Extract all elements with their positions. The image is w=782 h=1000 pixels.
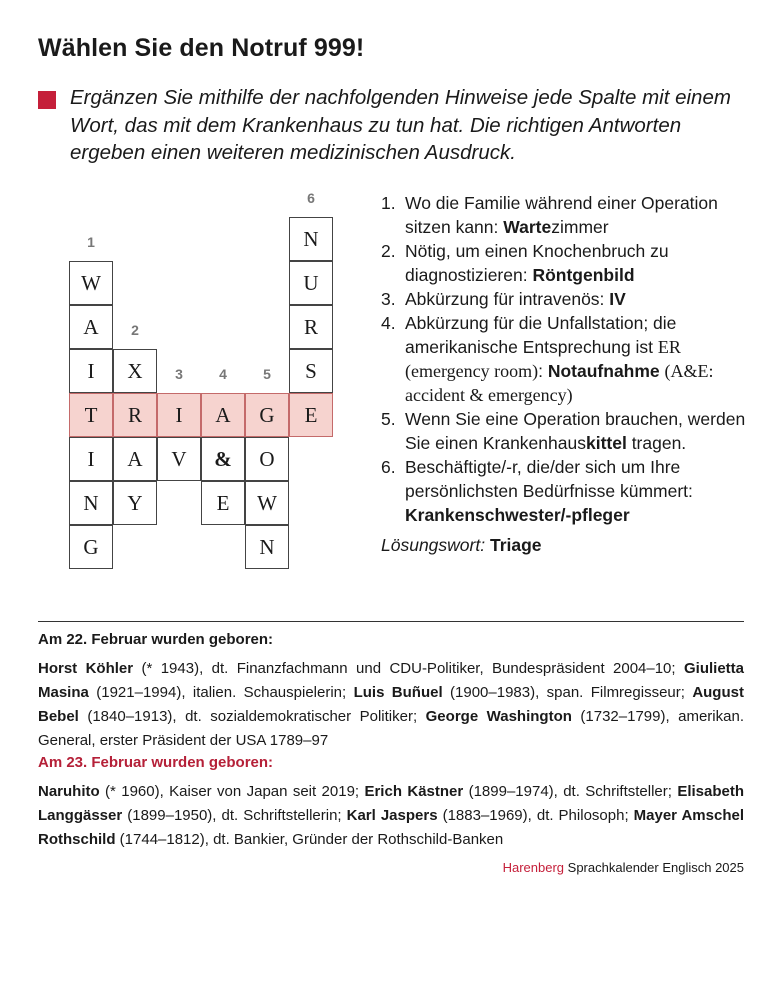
grid-cell: V <box>157 437 201 481</box>
clue-number: 4. <box>381 313 396 333</box>
clue-item <box>381 287 751 311</box>
solution-line <box>381 533 751 557</box>
grid-cell: & <box>201 437 245 481</box>
grid-cell: E <box>201 481 245 525</box>
bold-text: Giulietta Masina <box>38 660 744 701</box>
bold-text: Mayer Amschel Rothschild <box>38 807 745 848</box>
footer-text: Sprachkalender Englisch 2025 <box>567 860 744 875</box>
bold-text: Röntgenbild <box>532 265 635 285</box>
text-run: tragen. <box>626 433 687 453</box>
grid-cell: A <box>201 393 245 437</box>
grid-cell: I <box>157 393 201 437</box>
grid-cell: E <box>289 393 333 437</box>
bold-text: kittel <box>585 433 627 453</box>
clue-item <box>381 407 751 455</box>
clue-number: 1. <box>381 193 396 213</box>
text-run: (1744–1812), dt. Bankier, Gründer der Rothschild-Banken <box>115 831 504 848</box>
grid-cell: X <box>113 349 157 393</box>
text-run: ER (emergency room) <box>405 337 681 381</box>
grid-cell: N <box>289 217 333 261</box>
clue-number: 5. <box>381 409 396 429</box>
text-run: Beschäftigte/-r, die/der sich um Ihre persönlichsten Bedürfnisse kümmert: <box>405 457 693 501</box>
column-number-4: 4 <box>219 366 227 382</box>
grid-cell: O <box>245 437 289 481</box>
clue-item <box>381 311 751 407</box>
text-run: zimmer <box>551 217 609 237</box>
clue-item <box>381 239 751 287</box>
grid-cell: R <box>289 305 333 349</box>
text-run: (1883–1969), dt. Philosoph; <box>437 807 634 824</box>
text-run: (A&E: accident & emergency) <box>405 361 714 405</box>
grid-cell: W <box>245 481 289 525</box>
clue-number: 3. <box>381 289 396 309</box>
clue-text <box>405 239 751 287</box>
column-number-2: 2 <box>131 322 139 338</box>
text-run: (1732–1799), amerikan. General, erster Präsident der USA 1789–97 <box>38 708 744 749</box>
divider <box>38 621 744 622</box>
clue-text <box>405 287 751 311</box>
solution-word: Triage <box>489 535 542 555</box>
text-run: (* 1943), dt. Finanzfachmann und CDU-Politiker, Bundespräsident 2004–10; <box>133 660 684 677</box>
bold-text: Warte <box>503 217 552 237</box>
bold-text: Notaufnahme <box>547 361 660 381</box>
grid-cell: U <box>289 261 333 305</box>
clue-item <box>381 455 751 527</box>
grid-cell: G <box>69 525 113 569</box>
bold-text: Elisabeth Langgässer <box>38 783 744 824</box>
text-run: Abkürzung für intravenös: <box>405 289 610 309</box>
text-run: (1921–1994), italien. Schauspielerin; <box>88 684 354 701</box>
bold-text: Erich Kästner <box>364 783 464 800</box>
grid-cell: A <box>69 305 113 349</box>
column-number-6: 6 <box>307 190 315 206</box>
bold-text: George Washington <box>425 708 572 725</box>
text-run: (1840–1913), dt. sozialdemokratischer Politiker; <box>78 708 426 725</box>
bold-text: IV <box>609 289 626 309</box>
bold-text: Luis Buñuel <box>353 684 443 701</box>
births-heading-22: Am 22. Februar wurden geboren: <box>38 631 274 648</box>
grid-cell: Y <box>113 481 157 525</box>
clue-number: 6. <box>381 457 396 477</box>
grid-cell: A <box>113 437 157 481</box>
clue-number: 2. <box>381 241 396 261</box>
bold-text: Naruhito <box>38 783 100 800</box>
text-run: (1900–1983), span. Filmregisseur; <box>442 684 693 701</box>
births-feb-23 <box>38 751 744 852</box>
text-run: (* 1960), Kaiser von Japan seit 2019; <box>99 783 365 800</box>
clue-text <box>405 455 751 527</box>
text-run: (1899–1950), dt. Schriftstellerin; <box>122 807 347 824</box>
text-run: Nötig, um einen Knochenbruch zu diagnostizieren: <box>405 241 669 285</box>
text-run: Wo die Familie während einer Operation sitzen kann: <box>405 193 718 237</box>
column-number-3: 3 <box>175 366 183 382</box>
births-text-23 <box>38 780 744 852</box>
text-run: (1899–1974), dt. Schriftsteller; <box>463 783 678 800</box>
grid-cell: T <box>69 393 113 437</box>
grid-cell: S <box>289 349 333 393</box>
births-heading-23: Am 23. Februar wurden geboren: <box>38 754 274 771</box>
solution-label: Lösungswort: <box>381 535 486 555</box>
clue-text <box>405 407 751 455</box>
grid-cell: I <box>69 437 113 481</box>
red-square-bullet-icon <box>38 91 56 109</box>
text-run: Wenn Sie eine Operation brauchen, werden Sie einen Krankenhaus <box>405 409 746 453</box>
text-run: : <box>538 361 548 381</box>
page-title: Wählen Sie den Notruf 999! <box>38 34 365 62</box>
grid-cell: N <box>69 481 113 525</box>
grid-cell: G <box>245 393 289 437</box>
grid-cell: N <box>245 525 289 569</box>
bold-text: Krankenschwester/-pfleger <box>405 505 630 525</box>
instructions-text: Ergänzen Sie mithilfe der nachfolgenden Hinweise jede Spalte mit einem Wort, das mit dem Krankenhaus zu tun hat. Die richtigen Antworten ergeben einen weiteren medizinischen Ausdruck. <box>70 86 731 164</box>
text-run: Abkürzung für die Unfallstation; die amerikanische Entsprechung ist <box>405 313 677 357</box>
grid-cell: I <box>69 349 113 393</box>
footer <box>503 860 744 875</box>
column-number-5: 5 <box>263 366 271 382</box>
births-feb-22 <box>38 628 744 753</box>
bold-text: Horst Köhler <box>38 660 134 677</box>
births-text-22 <box>38 657 744 753</box>
column-number-1: 1 <box>87 234 95 250</box>
bold-text: August Bebel <box>38 684 744 725</box>
clue-text <box>405 311 751 407</box>
clue-text <box>405 191 751 239</box>
bold-text: Karl Jaspers <box>346 807 438 824</box>
grid-cell: W <box>69 261 113 305</box>
clue-list <box>381 191 751 557</box>
footer-brand: Harenberg <box>502 860 565 875</box>
clue-item <box>381 191 751 239</box>
grid-cell: R <box>113 393 157 437</box>
